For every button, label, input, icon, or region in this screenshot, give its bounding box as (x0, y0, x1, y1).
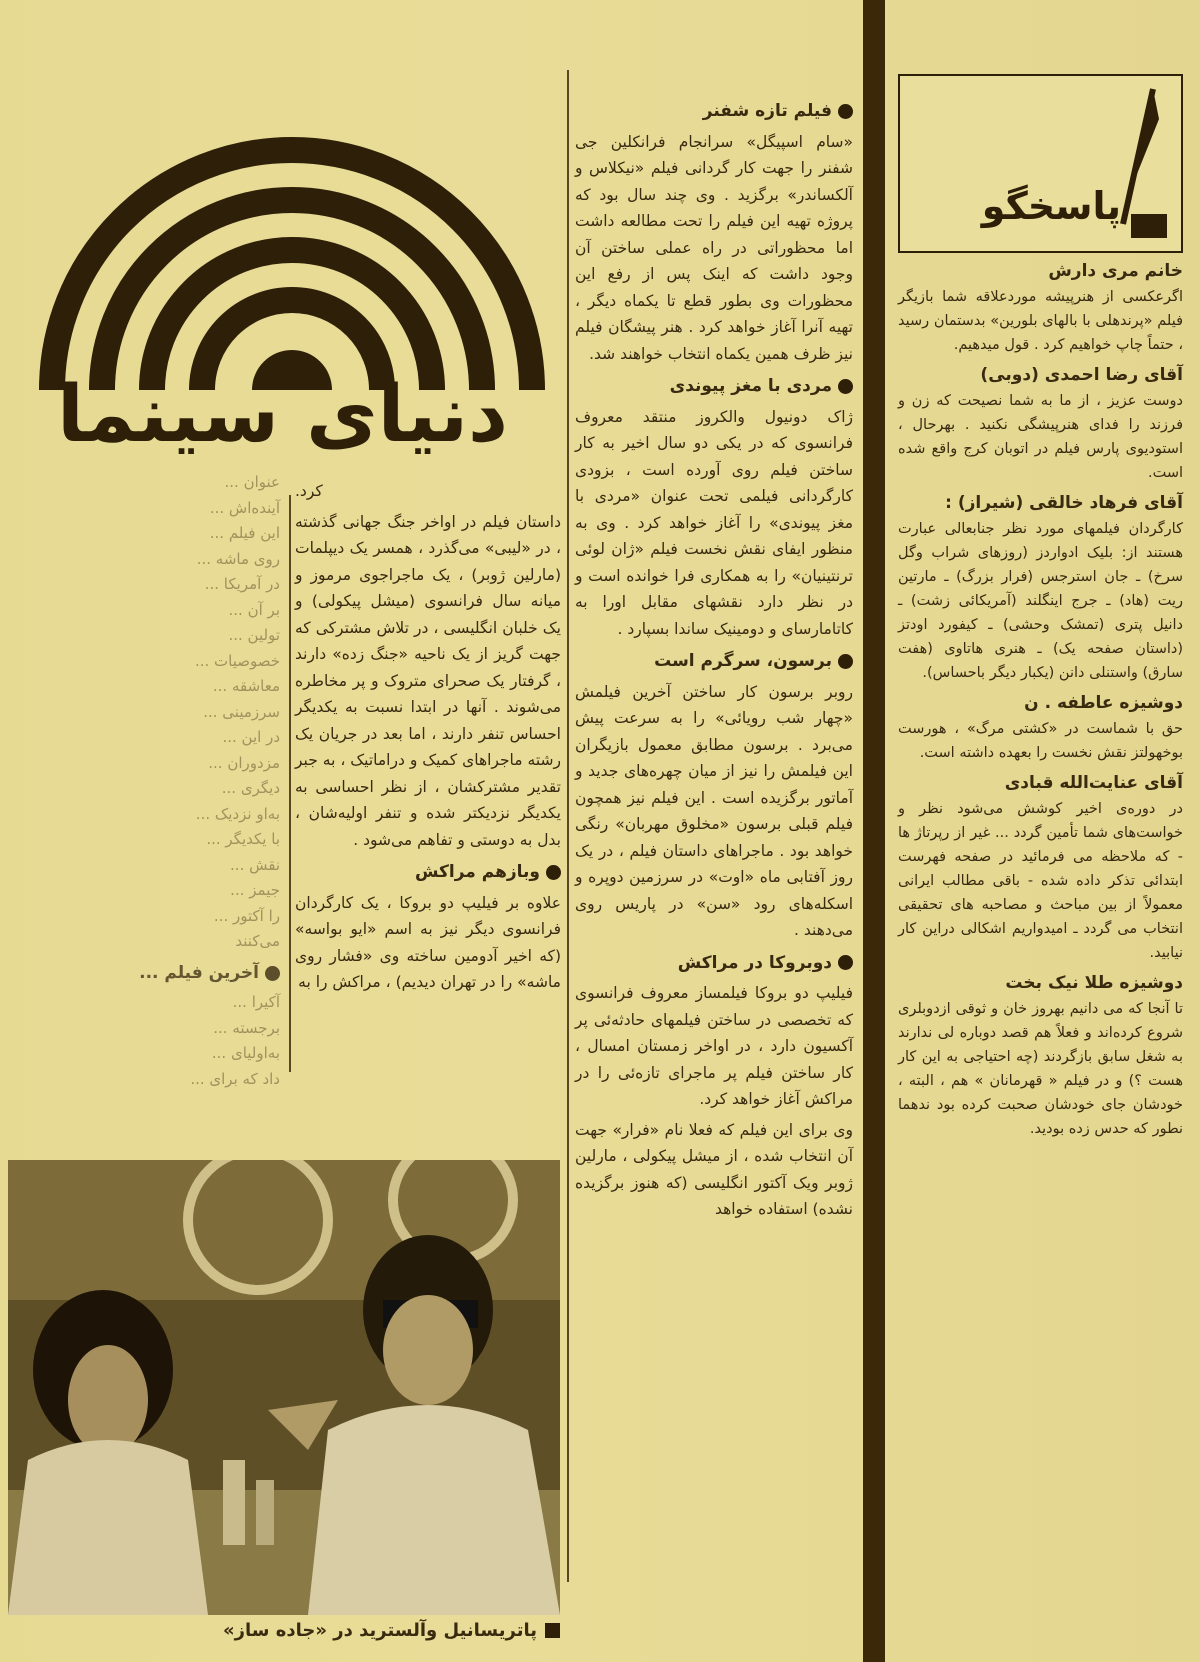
faded-line: آینده‌اش ... (209, 498, 280, 517)
reply-text: دوست عزیز ، از ما به شما نصیحت که زن و فرزند را فدای هنرپیشگی نکنید . بهرحال ، استودیوی پارس فیلم در اتوبان کرج واقع شده است. (898, 393, 1183, 481)
faded-line: خصوصیات ... (194, 651, 280, 670)
faded-line: داد که برای ... (190, 1069, 280, 1088)
square-bullet-icon (545, 1623, 560, 1638)
faded-line: می‌کنند (235, 932, 280, 950)
article-text: روبر برسون کار ساختن آخرین فیلمش «چهار شب رویائی» را به سرعت پیش می‌برد . برسون مطابق معمول بازیگران این فیلمش را نیز از میان چهره‌های جدید و آماتور برگزیده است . این فیلم نیز همچون فیلم قبلی برسون «مخلوق مهربان» رنگی خواهد بود . ماجراهای داستان فیلم ، در یک روز آفتابی ماه «اوت» در سرزمین دوپره و اسکله‌های رود «سن» در پاریس روی می‌دهند . (575, 682, 853, 939)
heading-label: فیلم تازه شفنر (702, 101, 832, 121)
article-heading (18, 961, 280, 987)
photo-illustration (8, 1160, 560, 1615)
column-divider (289, 495, 291, 1072)
faded-line: در آمریکا ... (204, 575, 280, 593)
heading-label: آخرین فیلم ... (139, 962, 259, 983)
left-article-text: داستان فیلم در اواخر جنگ جهانی گذشته ، در «لیبی» می‌گذرد ، همسر یک دیپلمات (مارلین ژوبر) ، یک ماجراجوی مرموز و میانه سال فرانسوی (میشل پیکولی) و یک خلبان انگلیسی ، در تلاش مشترکی که جهت گریز از یک ناحیه «جنگ زده» دارند ، گرفتار یک صحرای متروک و پر مخاطره می‌شوند . آنها در ابتدا نسبت به یکدیگر احساس تنفر دارند ، اما بعد در جریان یک رشته ماجراهای کمیک و دراماتیک ، به جبر تقدیر مشترکشان ، از نظر احساسی به یکدیگر نزدیکتر شده و تنفر اولیه‌شان ، بدل به دوستی و تفاهم می‌شود . (295, 512, 561, 849)
faded-line: سرزمینی ... (203, 702, 280, 721)
bullet-icon (838, 955, 853, 970)
film-still-photo (8, 1160, 560, 1615)
article-heading (575, 373, 853, 400)
faded-line: به‌اولیای ... (211, 1044, 280, 1062)
heading-label: برسون، سرگرم است (654, 651, 832, 671)
article-heading (575, 648, 853, 675)
bullet-icon (546, 865, 561, 880)
faded-column (18, 470, 280, 1092)
faded-line: آکیرا ... (232, 993, 280, 1011)
bullet-icon (838, 104, 853, 119)
photo-caption (12, 1620, 560, 1641)
bullet-icon (838, 379, 853, 394)
article-text: وی برای این فیلم که فعلا نام «فرار» جهت آن انتخاب شده ، از میشل پیکولی ، مارلین ژوبر ویک آکتور انگلیسی (که هنوز برگزیده نشده) استفاده خواهد (575, 1120, 853, 1218)
left-intro: کرد. (295, 482, 323, 500)
reply-text: کارگردان فیلمهای مورد نظر جنابعالی عبارت هستند از: بلیک ادواردز (روزهای شراب وگل سرخ) ـ جان استرجس (فرار بزرگ) ـ مارتین ریت (هاد) ـ جرج اینگلند (آمریکائی زشت) ـ دانیل پتری (تمشک وحشی) ـ کیفورد اودتز (داستان صفحه یک) ـ هنری هاتاوی (هفت سارق) واستنلی دانن (یکبار دیگر باحساس). (898, 521, 1183, 681)
reply-text: تا آنجا که می دانیم بهروز خان و ثوقی ازدوبلری شروع کرده‌اند و فعلاً هم قصد دوباره لی ندارند به شغل سابق بازگردند (چه احتیاجی به این کار هست ؟) و در فیلم « قهرمانان » هم ، البته ، خودشان جای خودشان صحبت کرده بود ندهما نطور که حدس زده بودید. (898, 1001, 1183, 1137)
article-text: «سام اسپیگل» سرانجام فرانکلین جی شفنر را جهت کار گردانی فیلم «نیکلاس و آلکساندر» برگزید . وی چند سال بود که پروژه تهیه این فیلم را تحت مطالعه داشت اما محظوراتی در راه عملی ساختن آن وجود داشت که اینک پس از رفع این محظورات وی بطور قطع تا یکماه دیگر ، تهیه آنرا آغاز خواهد کرد . هنر پیشگان فیلم نیز ظرف همین یکماه انتخاب خواهند شد. (575, 132, 853, 363)
news-column-middle (575, 92, 853, 1227)
faded-line: تولین ... (228, 626, 280, 644)
article-heading (575, 98, 853, 125)
reply-text: حق با شماست در «کشتی مرگ» ، هورست بوخهولتز نقش نخست را بعهده داشته است. (898, 721, 1183, 761)
faded-line: معاشقه ... (212, 677, 280, 695)
left-article-text-2: علاوه بر فیلیپ دو بروکا ، یک کارگردان فرانسوی دیگر نیز به اسم «ایو بواسه» (که اخیر آدومین ساخته وی «فشار روی ماشه» را در تهران دیدیم) ، مراکش را به (295, 893, 561, 991)
faded-line: این فیلم ... (209, 524, 280, 542)
heading-label: دوبروکا در مراکش (677, 952, 832, 973)
faded-line: روی ماشه ... (196, 549, 280, 568)
faded-line: برجسته ... (213, 1018, 280, 1037)
reply-recipient-name: دوشیزه طلا نیک بخت (1005, 973, 1183, 993)
article-heading (575, 950, 853, 977)
answers-list (898, 259, 1183, 1141)
reply-text: در دوره‌ی اخیر کوشش می‌شود نظر و خواست‌های شما تأمین گردد ... غیر از رپرتاژ ها - که ملاحظه می فرمائید در صفحه فهرست ابتدائی تذکر داده شده - باقی مطالب ایرانی معمولاً از بین مباحث و مصاحبه های تحقیقی انتخاب می گردد ـ امیدواریم اشکالی دراین کار نیابید. (898, 801, 1183, 961)
article-text: ژاک دونیول والکروز منتقد معروف فرانسوی که در یکی دو سال اخیر به کار ساختن فیلم روی آورده است ، بزودی کارگردانی فیلمی تحت عنوان «مردی با مغز پیوندی» را آغاز خواهد کرد . وی به منظور ایفای نقش نخست فیلم «ژان لوئی ترنتینیان» را به همکاری فرا خوانده است و در نظر دارد نقشهای مقابل اورا به کاتامارسای و دومینیک ساندا بسپارد . (575, 407, 853, 638)
caption-text: پاتریسانیل وآلسترید در «جاده ساز» (223, 1620, 537, 1641)
faded-line: مزدوران ... (208, 753, 280, 772)
faded-line: در این ... (222, 728, 280, 746)
reply-recipient-name: آقای رضا احمدی (دوبی) (980, 365, 1183, 385)
bullet-icon (265, 966, 280, 981)
column-divider-heavy (863, 0, 885, 1662)
reply-recipient-name: آقای عنایت‌الله قبادی (1004, 773, 1183, 793)
answers-header: پاسخگو (981, 184, 1121, 228)
answers-column (898, 74, 1183, 1141)
article-heading (295, 859, 561, 886)
heading-label: مردی با مغز پیوندی (669, 376, 832, 396)
reply-recipient-name: خانم مری دارش (1048, 261, 1183, 281)
faded-line: را آکتور ... (213, 906, 280, 925)
faded-line: عنوان ... (224, 473, 280, 491)
faded-line: به‌او نزدیک ... (195, 804, 280, 823)
faded-line: دیگری ... (221, 779, 280, 797)
news-column-left (295, 478, 561, 1000)
answers-header-box (898, 74, 1183, 253)
bullet-icon (838, 654, 853, 669)
reply-text: اگرعکسی از هنرپیشه موردعلاقه شما بازیگر فیلم «پرندهلی با بالهای بلورین» بدستمان رسید ، حتماً چاپ خواهیم کرد . قول میدهیم. (898, 289, 1183, 353)
column-divider (567, 70, 569, 1582)
faded-line: بر آن ... (228, 600, 280, 619)
faded-line: نقش ... (230, 855, 280, 874)
reply-recipient-name: دوشیزه عاطفه . ن (1024, 693, 1183, 713)
article-text: فیلیپ دو بروکا فیلمساز معروف فرانسوی که تخصصی در ساختن فیلمهای حادثه‌ئی پر آکسیون دارد ، در اواخر زمستان امسال ، کار ساختن فیلم پر ماجرای تازه‌ئی را در مراکش آغاز خواهد کرد. (575, 984, 853, 1108)
faded-line: با یکدیگر ... (206, 830, 280, 848)
heading-label: وبازهم مراکش (414, 862, 540, 882)
faded-line: جیمز ... (230, 881, 280, 899)
reply-recipient-name: آقای فرهاد خالقی (شیراز) : (945, 493, 1183, 513)
pen-inkwell-icon (1113, 84, 1173, 244)
logo-title: دنیای سینما (56, 370, 509, 460)
